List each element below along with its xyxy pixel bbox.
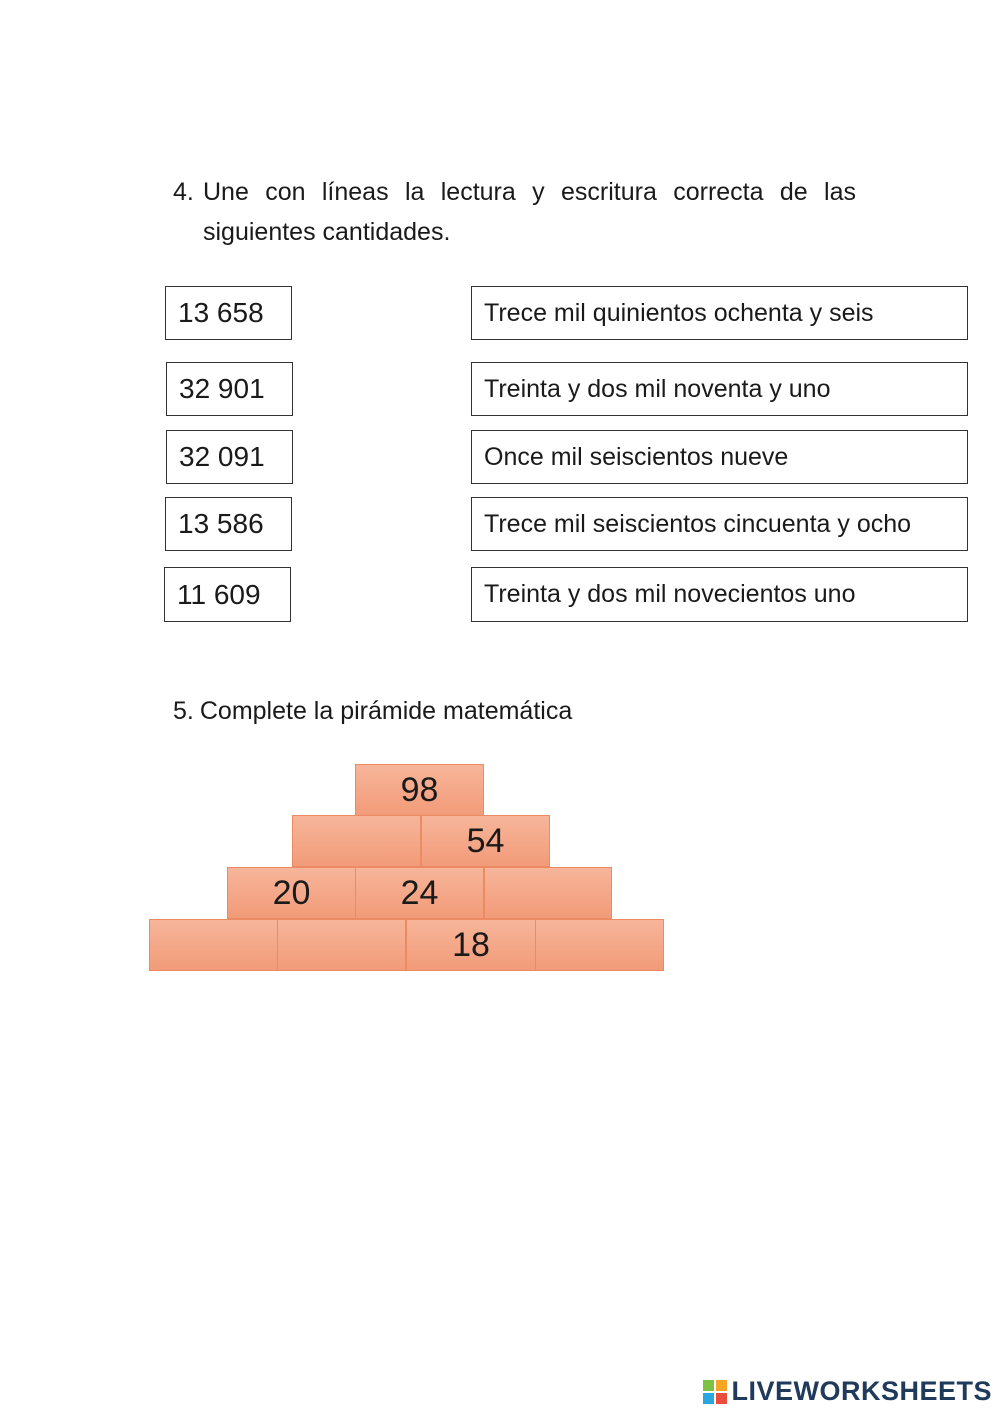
word-box-5[interactable]: [471, 567, 968, 622]
number-box-2-label: 32 901: [179, 373, 265, 404]
question-5-text: Complete la pirámide matemática: [199, 697, 573, 725]
word-box-4[interactable]: [471, 497, 968, 551]
word-box-3[interactable]: [471, 430, 968, 484]
pyramid-brick-r4-4[interactable]: [535, 919, 664, 971]
word-box-2-label: Treinta y dos mil noventa y uno: [484, 374, 831, 403]
liveworksheets-brand: [703, 1376, 992, 1407]
pyramid-brick-r2-2: 54: [421, 815, 550, 867]
number-box-2[interactable]: [166, 362, 293, 416]
word-box-4-label: Trece mil seiscientos cincuenta y ocho: [484, 509, 912, 538]
pyramid-brick-r4-1[interactable]: [149, 919, 278, 971]
question-5: [173, 691, 572, 731]
question-5-number: 5.: [173, 697, 194, 725]
liveworksheets-logo-icon: [703, 1380, 727, 1404]
word-box-3-label: Once mil seiscientos nueve: [484, 442, 789, 471]
number-box-5[interactable]: [164, 567, 291, 622]
pyramid-brick-r1-1: 98: [355, 764, 484, 816]
pyramid-brick-r4-3: 18: [406, 919, 536, 971]
word-box-1[interactable]: [471, 286, 968, 340]
pyramid-brick-r3-1: 20: [227, 867, 356, 919]
number-box-4-label: 13 586: [178, 508, 264, 539]
number-box-1-label: 13 658: [178, 297, 264, 328]
pyramid-brick-r3-3[interactable]: [484, 867, 612, 919]
word-box-1-label: Trece mil quinientos ochenta y seis: [484, 298, 874, 327]
number-box-3-label: 32 091: [179, 441, 265, 472]
brand-name: LIVEWORKSHEETS: [731, 1376, 992, 1406]
word-box-5-label: Treinta y dos mil novecientos uno: [484, 580, 856, 608]
question-4-text: Une con líneas la lectura y escritura correcta de las siguientes cantidades.: [203, 178, 856, 246]
word-box-2[interactable]: [471, 362, 968, 416]
number-box-1[interactable]: [165, 286, 292, 340]
pyramid-brick-r3-2: 24: [355, 867, 484, 919]
question-4-number: 4.: [173, 178, 194, 206]
pyramid-brick-r4-2[interactable]: [277, 919, 406, 971]
number-box-5-label: 11 609: [177, 578, 261, 610]
question-4: [173, 172, 856, 252]
pyramid-brick-r2-1[interactable]: [292, 815, 421, 867]
number-box-3[interactable]: [166, 430, 293, 484]
number-box-4[interactable]: [165, 497, 292, 551]
